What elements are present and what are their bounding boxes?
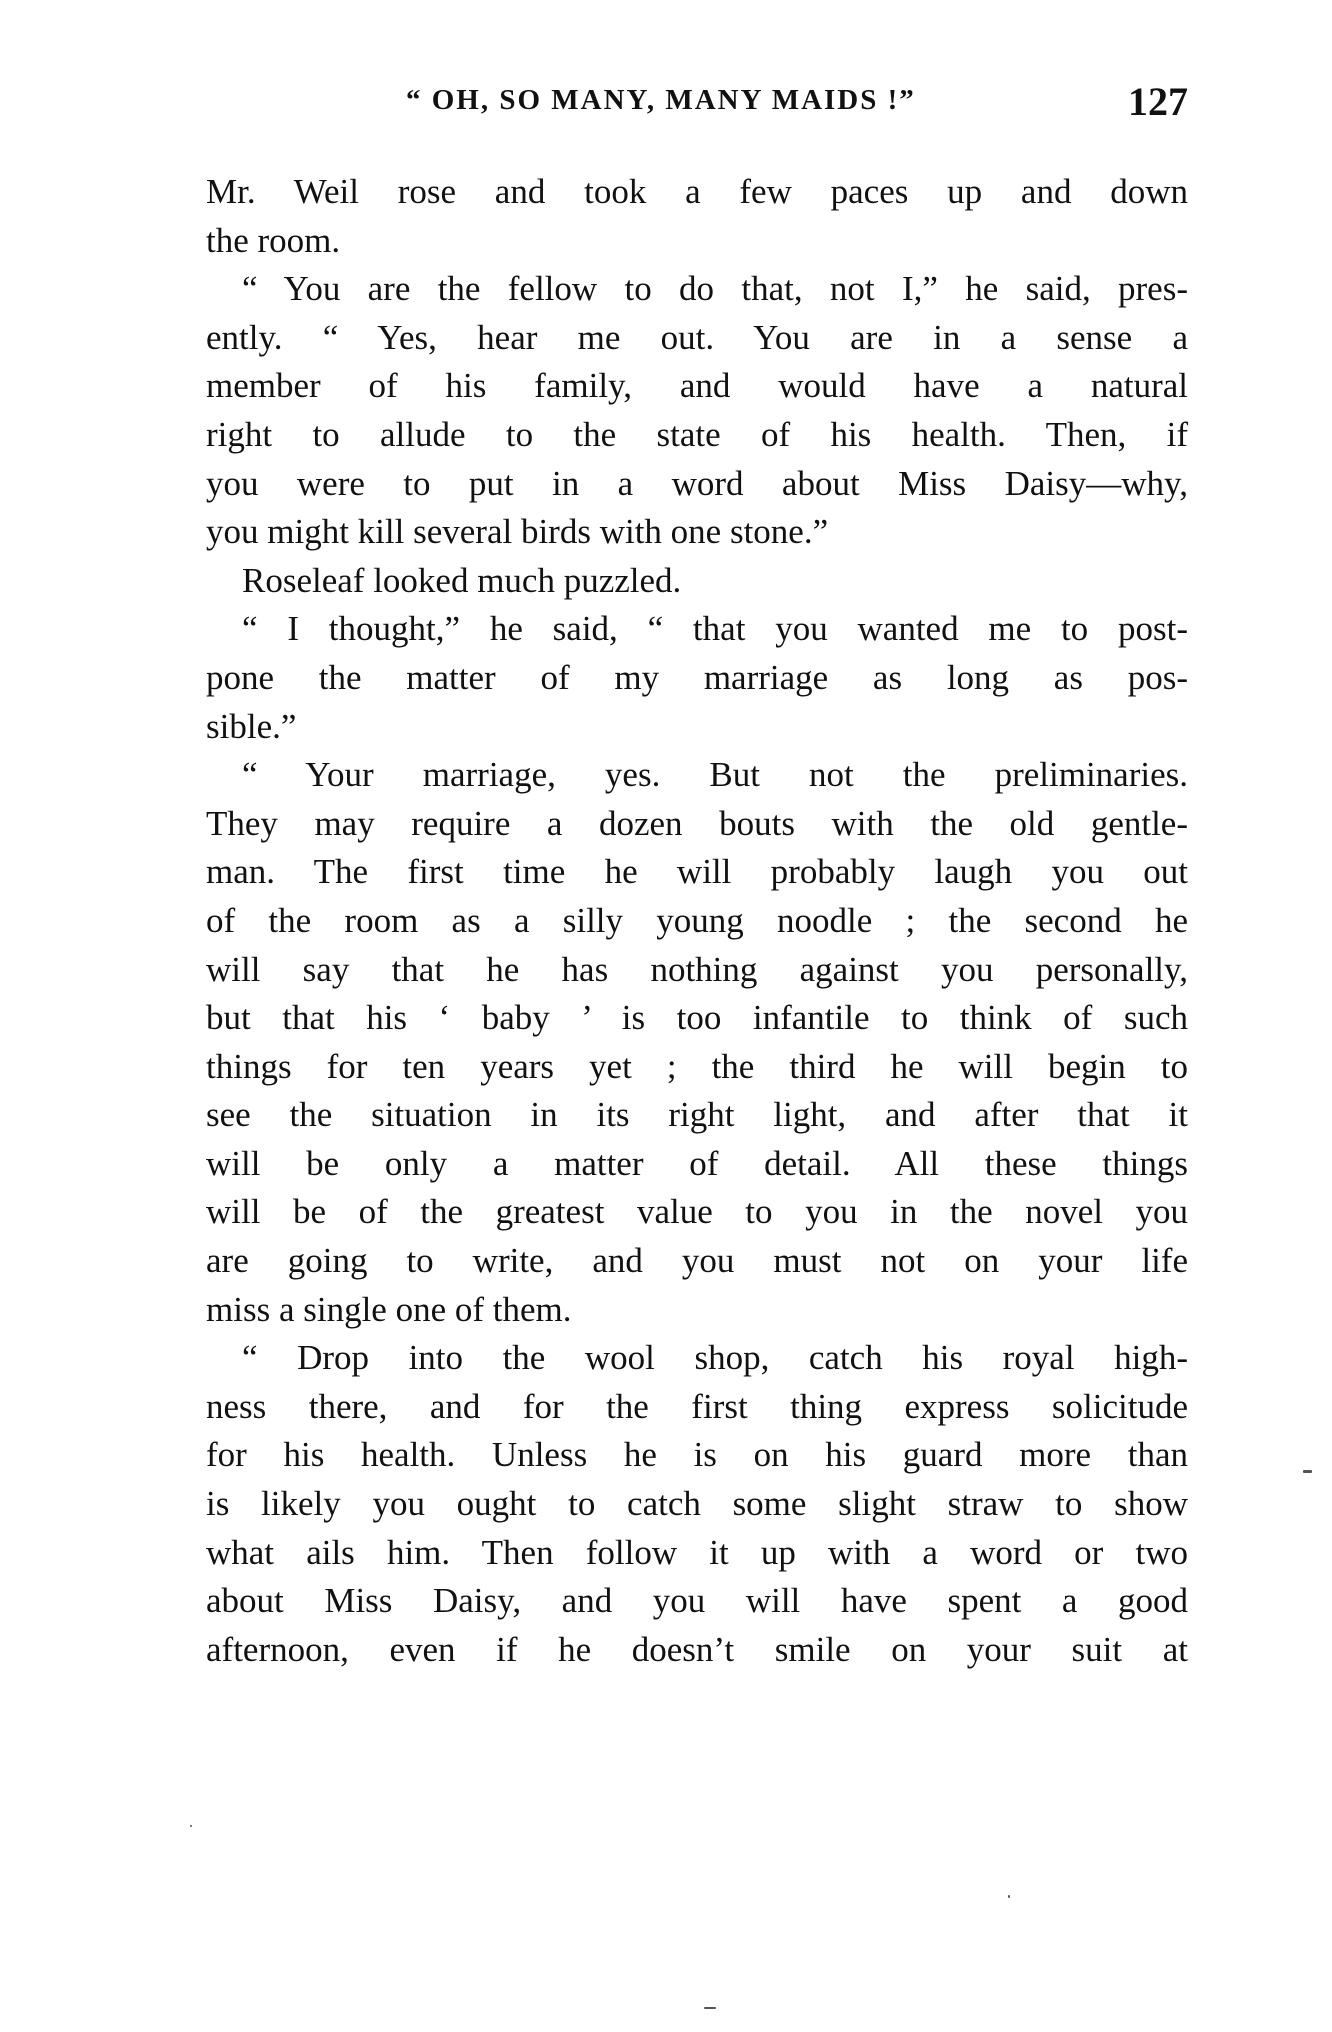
text-line: afternoon, even if he doesn’t smile on your suit at <box>206 1629 1188 1669</box>
text-line: Roseleaf looked much puzzled. <box>242 560 682 600</box>
text-line: “ I thought,” he said, “ that you wanted me to post- <box>242 609 1188 649</box>
text-line: what ails him. Then follow it up with a word or two <box>206 1532 1188 1572</box>
text-line: will say that he has nothing against you personally, <box>206 949 1188 989</box>
text-line: see the situation in its right light, and after that it <box>206 1095 1188 1135</box>
text-line: you were to put in a word about Miss Daisy—why, <box>206 463 1188 503</box>
text-line: about Miss Daisy, and you will have spent a good <box>206 1581 1188 1621</box>
text-line: “ Your marriage, yes. But not the preliminaries. <box>242 755 1188 795</box>
scan-speck <box>704 2007 716 2009</box>
page-number: 127 <box>1128 79 1188 124</box>
text-line: of the room as a silly young noodle ; the second he <box>206 900 1188 940</box>
text-line: but that his ‘ baby ’ is too infantile to think of such <box>206 998 1188 1038</box>
scan-speck <box>190 1825 192 1827</box>
text-line: will be only a matter of detail. All these things <box>206 1143 1188 1183</box>
text-line: man. The first time he will probably laugh you out <box>206 852 1188 892</box>
text-line: They may require a dozen bouts with the old gentle- <box>206 803 1188 843</box>
text-line: miss a single one of them. <box>206 1289 572 1329</box>
running-head <box>206 78 1188 126</box>
text-line: sible.” <box>206 706 297 746</box>
text-line: right to allude to the state of his health. Then, if <box>206 414 1188 454</box>
text-line: pone the matter of my marriage as long as pos- <box>206 657 1188 697</box>
text-line: will be of the greatest value to you in the novel you <box>206 1192 1188 1232</box>
running-title: “ OH, SO MANY, MANY MAIDS !” <box>406 84 916 116</box>
text-line: is likely you ought to catch some slight straw to show <box>206 1484 1188 1524</box>
text-line: Mr. Weil rose and took a few paces up and down <box>206 172 1188 211</box>
text-line: things for ten years yet ; the third he will begin to <box>206 1046 1188 1086</box>
text-line: member of his family, and would have a natural <box>206 366 1188 406</box>
text-line: ently. “ Yes, hear me out. You are in a sense a <box>206 317 1188 357</box>
text-line: you might kill several birds with one stone.” <box>206 512 829 552</box>
text-line: are going to write, and you must not on your life <box>206 1241 1188 1281</box>
text-line: for his health. Unless he is on his guard more than <box>206 1435 1188 1475</box>
text-line: “ You are the fellow to do that, not I,” he said, pres- <box>242 269 1188 309</box>
text-line: the room. <box>206 220 341 260</box>
text-line: “ Drop into the wool shop, catch his royal high- <box>242 1338 1188 1378</box>
scan-speck <box>1303 1470 1312 1473</box>
body-text <box>206 168 1188 1674</box>
scan-speck <box>1008 1895 1010 1898</box>
text-line: ness there, and for the first thing express solicitude <box>206 1386 1188 1426</box>
